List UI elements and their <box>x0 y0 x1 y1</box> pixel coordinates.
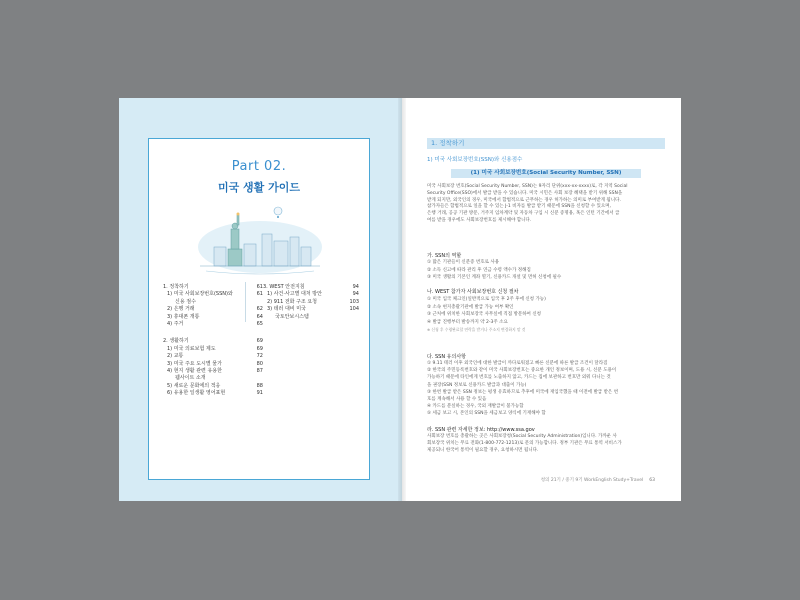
footer-text: 청의 21기 / 중기 9기 WorkEnglish Study+Travel <box>540 478 644 483</box>
guide-title: 미국 생활 가이드 <box>217 181 301 194</box>
section-b-title: 나. WEST 참가자 사회보장번호 신청 절차 <box>427 289 519 295</box>
section-c-title: 다. SSN 유의사항 <box>427 354 467 360</box>
list-item: 을 권장(SSN 정보로 신용카드 발급과 대출이 가능) <box>427 382 527 388</box>
toc-entry[interactable]: 1) 미국 의료보험 제도 69 <box>167 345 263 352</box>
subsection-title: 1) 미국 사회보장번호(SSN)와 신용점수 <box>427 157 523 163</box>
list-item: ① 많은 기관들이 신분증 번호로 사용 <box>427 260 500 265</box>
list-item: ⑤ 세금 보고 시, 본인의 SSN을 세금보고 양식에 기재해야 함 <box>427 411 546 417</box>
toc-entry[interactable]: 3) 미국 주요 도시별 물가 80 <box>167 360 263 367</box>
page-footer <box>402 477 655 483</box>
toc-entry: 국토안보시스템 <box>275 313 309 320</box>
list-item: ① 9.11 테러 이후 외국인에 대한 발급이 까다로워졌고 빠른 신분에 따른 발급 조건이 달라짐 <box>427 361 608 366</box>
section-b-list <box>427 296 665 334</box>
list-item: 호를 계속해서 사용 할 수 있음 <box>427 397 487 403</box>
section-a-list <box>427 259 665 282</box>
toc-entry: 신용 점수 <box>175 298 196 305</box>
toc-entry[interactable]: 2. 생활하기 69 <box>163 338 263 345</box>
toc-entry[interactable]: 2) 은행 거래 62 <box>167 306 263 313</box>
toc-entry: 웹사이트 소개 <box>175 375 206 382</box>
list-item: ③ 미국 생활의 기본인 계좌 열기, 신용카드 개설 및 면허 신청에 필수 <box>427 275 562 281</box>
list-item: ④ 카드를 분실하는 경우, 국외 재발급이 불가능함 <box>427 404 524 410</box>
toc-entry[interactable]: 2) 911 전화 구조 요청 103 <box>267 298 359 305</box>
chapter-card <box>148 138 370 480</box>
book-spread <box>119 98 681 501</box>
toc-entry[interactable]: 1) 미국 사회보장번호(SSN)와 61 <box>167 291 263 298</box>
toc-entry[interactable]: 5) 새로운 문화에의 적응 88 <box>167 382 263 389</box>
list-item: ① 미국 입국 체크인(일반적으로 입국 후 2주 후에 신청 가능) <box>427 297 546 302</box>
hot-air-balloon-icon <box>274 207 282 218</box>
book-gutter <box>398 98 406 501</box>
left-page <box>119 98 402 501</box>
toc-left-column <box>163 280 263 398</box>
toc-entry[interactable]: 2) 교통 72 <box>167 353 263 360</box>
list-item: 가능하기 때문에 타인에게 번호를 노출하지 않고, 카드는 집에 보관하고 번호만 외워 다니는 것 <box>427 375 611 381</box>
right-page <box>402 98 681 501</box>
section-a-title: 가. SSN의 역할 <box>427 253 462 259</box>
list-item: ④ 발급 진행부터 발송까지 약 2-3주 소요 <box>427 319 508 325</box>
toc-entry[interactable]: 3) 테러 대비 미국 104 <box>267 306 359 313</box>
list-item: ② 한국의 주민등록번호와 같이 미국 사회보장번호는 중요한 개인 정보이며, 도용 시, 신분 도용이 <box>427 368 617 374</box>
section-heading-bar: 1. 정착하기 <box>427 138 665 149</box>
city-illustration <box>192 199 328 279</box>
toc-entry[interactable]: 1) 사건·사고별 대처 방안 94 <box>267 291 359 298</box>
toc-entry[interactable]: 3) 휴대폰 개통 64 <box>167 313 263 320</box>
page-number: 63 <box>649 478 655 483</box>
highlight-heading: (1) 미국 사회보장번호(Social Security Number, SSN) <box>451 169 641 178</box>
section-d-paragraph: 사회보장 번호를 총괄하는 곳은 사회보장청(Social Security Administration)입니다. 가까운 사 회보장국 위치는 무료 전화(1-800-772-1213)로 문의 가능합니다. 정부 기관은 무료 통역 서비스가 제공되니 한국어 통역이 필요할 경우, 요청하시면 됩니다. <box>427 434 622 453</box>
intro-paragraph: 미국 사회보장 번호(Social Security Number, SSN)는 9자리 단위(xxx-xx-xxxx)로, 각 지역 Social Security Office(SSO)에서 발급 받을 수 있습니다. 미국 시민은 사회 보장 혜택을 받기 위해 SSN을 받게 되지만, 외국인의 경우, 미국에서 합법적으로 근무하는 경우 허가하는 의미로 부여받게 됩니다. 참가자들은 합법적으로 일을 할 수 있는 J-1 비자를 발급 받기 때문에 SSN을 신청할 수 있으며, 은행 거래, 공공 기관 방문, 거주지 임차계약 및 자동차 구입 시 신분 증명용, 혹은 인턴 기간에서 급 여를 받을 경우에도 사회보장번호를 제시해야 합니다. <box>427 184 628 223</box>
toc-right-column <box>263 280 359 321</box>
list-note: ※ 신청 후 수령완료할 연락을 받거나 주소지 변경하지 말 것 <box>427 327 526 333</box>
toc-entry[interactable]: 4) 주거 65 <box>167 321 263 328</box>
toc-entry[interactable]: 3. WEST 안전지침 94 <box>263 284 359 290</box>
part-title: Part 02. <box>231 159 287 174</box>
list-item: ② 소속 현지총괄기관에 발급 가능 여부 확인 <box>427 304 514 310</box>
section-d-title: 라. SSN 관련 자세한 정보: http://www.ssa.gov <box>427 427 535 433</box>
list-item: ③ 한번 발급 받은 SSN 정보는 평생 유효하므로 추후에 미국에 재입국했을 때 이전에 발급 받은 번 <box>427 389 619 395</box>
toc-entry[interactable]: 1. 정착하기 61 <box>163 284 263 290</box>
toc-entry[interactable]: 6) 유용한 일생활 영어표현 91 <box>167 390 263 397</box>
section-c-list <box>427 360 665 418</box>
list-item: ③ 근처에 위치한 사회보장국 사무실에 직접 방문하여 신청 <box>427 312 542 318</box>
list-item: ② 소득 신고에 따라 관리 후 연금 수령 액수가 정해짐 <box>427 267 531 273</box>
toc-entry[interactable]: 4) 현지 생활 관련 유용한 87 <box>167 368 263 375</box>
